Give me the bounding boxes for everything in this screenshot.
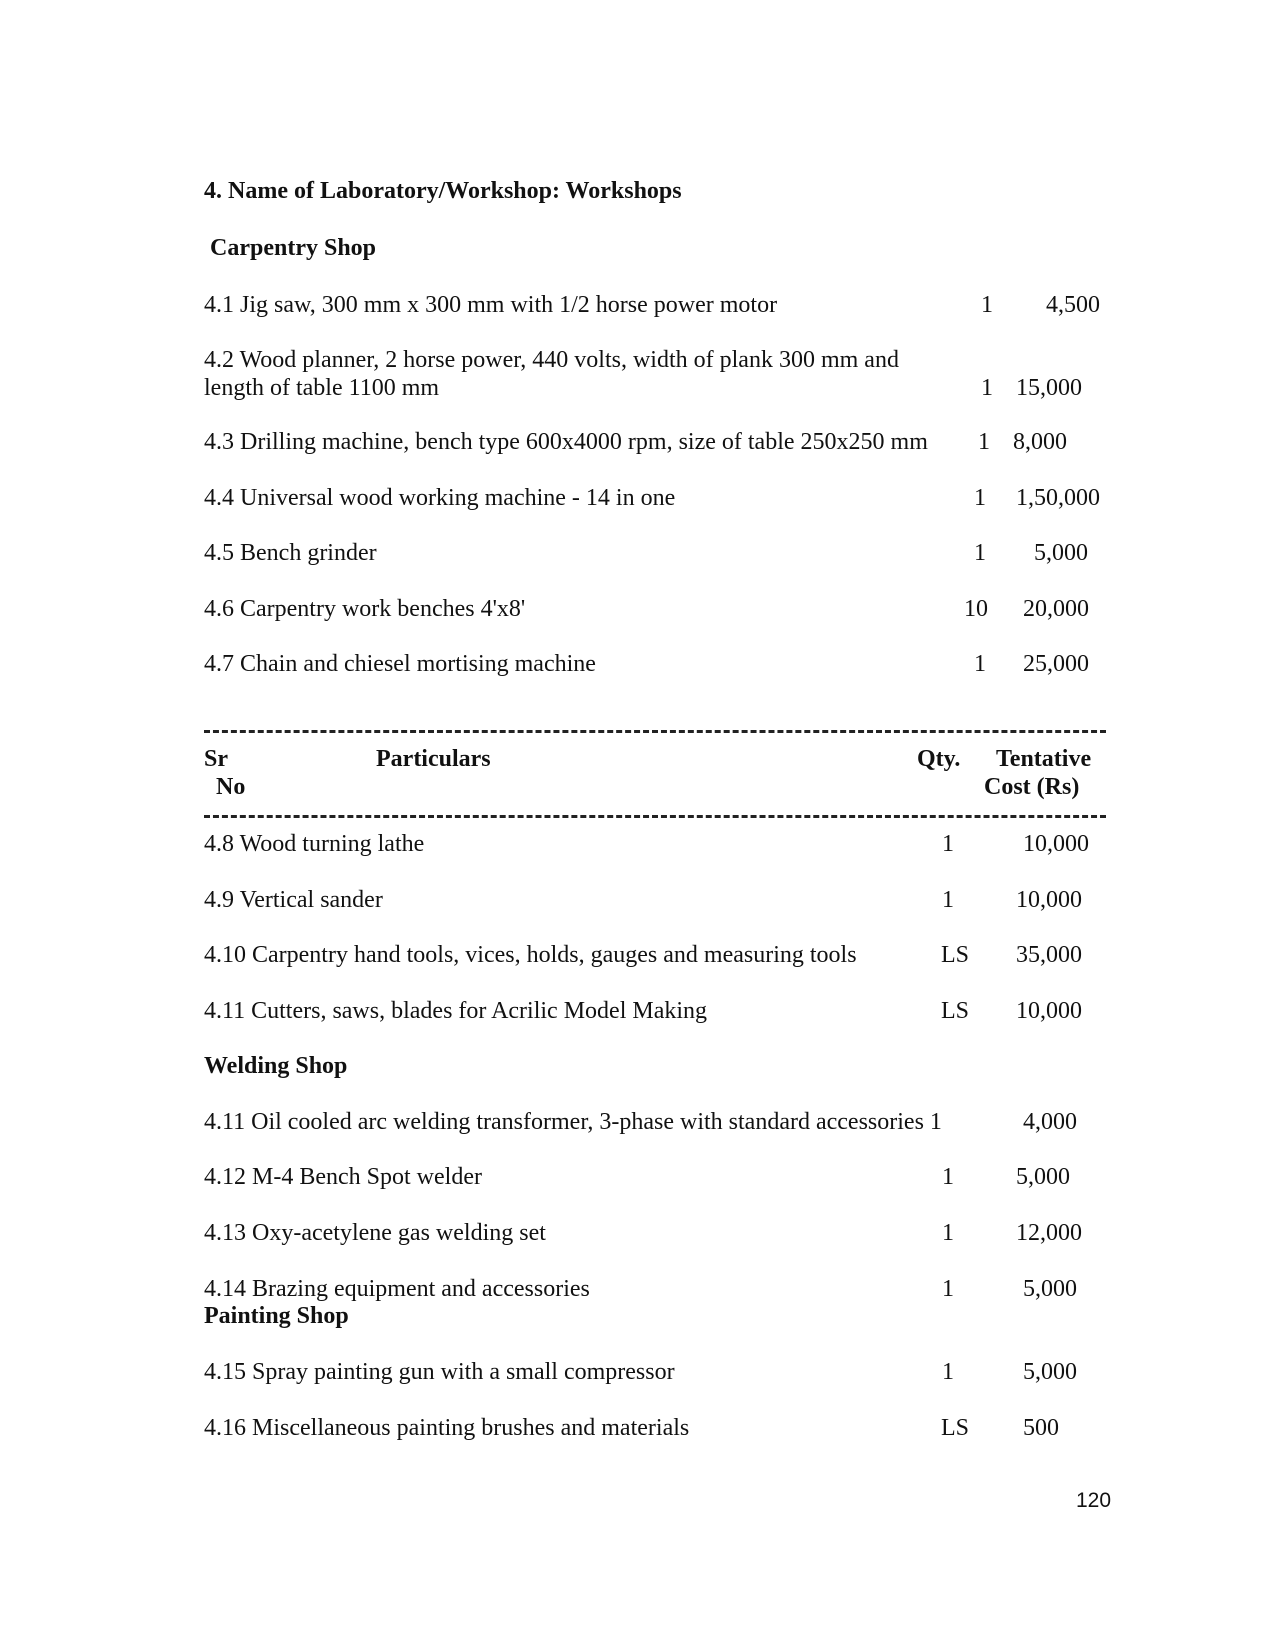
item-qty: 1 (974, 651, 986, 677)
section-heading: 4. Name of Laboratory/Workshop: Workshops (204, 178, 682, 204)
item-cost: 1,50,000 (1016, 485, 1100, 511)
item-description: 4.7 Chain and chiesel mortising machine (204, 651, 596, 677)
item-cost: 10,000 (1023, 831, 1089, 857)
item-description: 4.11 Oil cooled arc welding transformer, 3-phase with standard accessories 1 (204, 1109, 942, 1135)
item-cost: 12,000 (1016, 1220, 1082, 1246)
item-qty: 1 (974, 540, 986, 566)
item-cost: 5,000 (1023, 1359, 1077, 1385)
item-qty: 10 (964, 596, 988, 622)
item-description: 4.10 Carpentry hand tools, vices, holds, gauges and measuring tools (204, 942, 857, 968)
item-qty: LS (941, 1415, 970, 1441)
item-cost: 20,000 (1023, 596, 1089, 622)
header-qty: Qty. (917, 746, 961, 772)
item-description: 4.1 Jig saw, 300 mm x 300 mm with 1/2 horse power motor (204, 292, 778, 318)
item-description: 4.5 Bench grinder (204, 540, 377, 566)
item-cost: 15,000 (1016, 375, 1082, 401)
header-cost-line2: Cost (Rs) (984, 774, 1080, 800)
header-divider-bottom (204, 815, 1106, 818)
item-cost: 8,000 (1013, 429, 1067, 455)
item-cost: 10,000 (1016, 998, 1082, 1024)
header-divider-top (204, 730, 1106, 733)
item-cost: 5,000 (1016, 1164, 1070, 1190)
header-no: No (216, 774, 246, 800)
item-description: 4.2 Wood planner, 2 horse power, 440 volts, width of plank 300 mm and (204, 347, 899, 373)
carpentry-shop-title: Carpentry Shop (210, 235, 377, 261)
item-qty: LS (941, 942, 970, 968)
item-description: 4.3 Drilling machine, bench type 600x4000 rpm, size of table 250x250 mm (204, 429, 928, 455)
item-cost: 5,000 (1023, 1276, 1077, 1302)
item-qty: 1 (974, 485, 986, 511)
item-description: 4.11 Cutters, saws, blades for Acrilic Model Making (204, 998, 708, 1024)
item-description: 4.6 Carpentry work benches 4'x8' (204, 596, 526, 622)
painting-shop-title: Painting Shop (204, 1303, 349, 1329)
item-qty: 1 (981, 375, 993, 401)
page-number: 120 (1076, 1489, 1112, 1512)
item-cost: 4,000 (1023, 1109, 1077, 1135)
item-cost: 10,000 (1016, 887, 1082, 913)
item-qty: 1 (942, 1276, 954, 1302)
item-qty: 1 (942, 887, 954, 913)
item-qty: 1 (981, 292, 993, 318)
item-qty: 1 (942, 831, 954, 857)
item-qty: LS (941, 998, 970, 1024)
item-description-continued: length of table 1100 mm (204, 375, 440, 401)
item-description: 4.15 Spray painting gun with a small compressor (204, 1359, 675, 1385)
header-cost-line1: Tentative (996, 746, 1092, 772)
item-description: 4.14 Brazing equipment and accessories (204, 1276, 590, 1302)
item-description: 4.9 Vertical sander (204, 887, 383, 913)
item-description: 4.4 Universal wood working machine - 14 in one (204, 485, 676, 511)
header-sr: Sr (204, 746, 228, 772)
header-particulars: Particulars (376, 746, 491, 772)
item-qty: 1 (942, 1220, 954, 1246)
item-description: 4.16 Miscellaneous painting brushes and materials (204, 1415, 690, 1441)
item-cost: 25,000 (1023, 651, 1089, 677)
welding-shop-title: Welding Shop (204, 1053, 348, 1079)
item-cost: 5,000 (1034, 540, 1088, 566)
item-cost: 35,000 (1016, 942, 1082, 968)
item-cost: 4,500 (1046, 292, 1100, 318)
item-description: 4.13 Oxy-acetylene gas welding set (204, 1220, 546, 1246)
item-qty: 1 (942, 1164, 954, 1190)
item-description: 4.8 Wood turning lathe (204, 831, 425, 857)
item-description: 4.12 M-4 Bench Spot welder (204, 1164, 482, 1190)
item-qty: 1 (942, 1359, 954, 1385)
item-cost: 500 (1023, 1415, 1059, 1441)
item-qty: 1 (978, 429, 990, 455)
